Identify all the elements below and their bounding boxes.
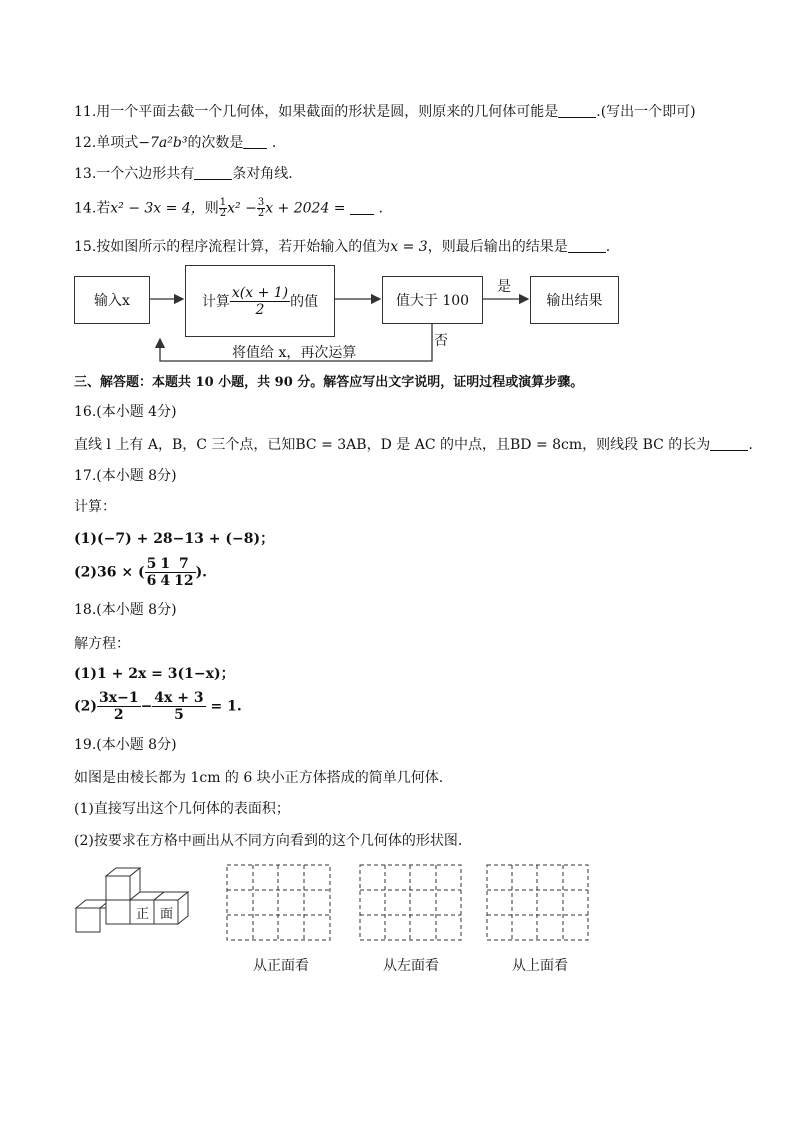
question-19-head: 19.(本小题 8分) (74, 737, 177, 753)
question-19-intro: 如图是由棱长都为 1cm 的 6 块小正方体搭成的简单几何体. (74, 770, 444, 786)
caption-left-view: 从左面看 (383, 958, 439, 974)
flow-output-box: 输出结果 (530, 276, 619, 324)
flow-yes-label: 是 (497, 279, 511, 295)
flow-compare-box: 值大于 100 (382, 276, 483, 324)
question-19-part2: (2)按要求在方格中画出从不同方向看到的这个几何体的形状图. (74, 833, 463, 849)
question-13: 13.一个六边形共有 条对角线. (74, 166, 293, 182)
calc-fraction: $\frac{x(x + 1)}{2}$ (231, 284, 289, 318)
flow-input-box: 输入x (74, 276, 150, 324)
front-label-1: 正 (136, 907, 150, 922)
section-3-heading: 三、解答题：本题共 10 小题，共 90 分。解答应写出文字说明，证明过程或演算步骤。 (74, 375, 584, 390)
view-grids (0, 860, 794, 950)
question-17-head: 17.(本小题 8分) (74, 468, 177, 484)
question-17-part2: (2)36 × ( $\frac{5}{6}$ $\frac{1}{4}$ $\frac{7}{12}$ ). (74, 556, 208, 589)
question-18-intro: 解方程： (74, 636, 130, 652)
grid-top-view (487, 865, 588, 940)
question-17-intro: 计算： (74, 499, 116, 515)
question-18-part1: (1)1 + 2x = 3(1−x)； (74, 666, 235, 682)
question-15: 15.按如图所示的程序流程计算，若开始输入的值为x = 3，则最后输出的结果是 . (74, 239, 611, 255)
flow-calc-box: 计算 $\frac{x(x + 1)}{2}$ 的值 (185, 265, 335, 337)
question-19-part1: (1)直接写出这个几何体的表面积； (74, 801, 290, 817)
question-14: 14.若x² − 3x = 4，则 $\frac{1}{2}$ x² − $\frac{3}{2}$ x + 2024 = . (74, 197, 383, 219)
question-16-head: 16.(本小题 4分) (74, 404, 177, 420)
grid-front-view (227, 865, 330, 940)
grid-left-view (360, 865, 461, 940)
question-12: 12.单项式−7a²b³的次数是 . (74, 135, 277, 151)
flow-loop-label: 将值给 x，再次运算 (232, 345, 357, 361)
caption-top-view: 从上面看 (512, 958, 568, 974)
flowchart-arrows (0, 0, 794, 400)
fraction-three-halves: $\frac{3}{2}$ (257, 197, 265, 219)
caption-front-view: 从正面看 (253, 958, 309, 974)
question-18-part2: (2) $\frac{3x-1}{2}$ − $\frac{4x + 3}{5}$ = 1. (74, 690, 242, 723)
fraction-half: $\frac{1}{2}$ (219, 197, 227, 219)
question-11: 11.用一个平面去截一个几何体，如果截面的形状是圆，则原来的几何体可能是 .(写出一个即可) (74, 104, 696, 120)
flow-no-label: 否 (434, 333, 448, 349)
answer-blank (710, 436, 748, 451)
question-18-head: 18.(本小题 8分) (74, 602, 177, 618)
question-16: 直线 l 上有 A，B，C 三个点，已知BC = 3AB，D 是 AC 的中点，且BD = 8cm，则线段 BC 的长为 . (74, 437, 753, 453)
question-17-part1: (1)(−7) + 28−13 + (−8)； (74, 531, 275, 547)
front-label-2: 面 (160, 907, 174, 922)
